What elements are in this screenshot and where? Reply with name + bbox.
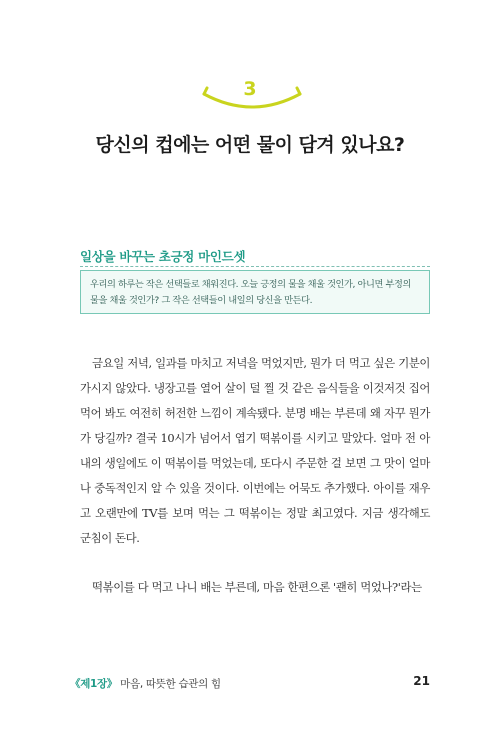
body-text	[80, 351, 430, 600]
chapter-tag: 《제1장》	[70, 678, 118, 690]
summary-text: 우리의 하루는 작은 선택들로 채워진다. 오늘 긍정의 물을 채울 것인가, 아니면 부정의 물을 채울 것인가? 그 작은 선택들이 내일의 당신을 만든다.	[90, 279, 411, 306]
chapter-number: 3	[243, 78, 257, 100]
section-title: 일상을 바꾸는 초긍정 마인드셋	[80, 249, 246, 264]
page-title: 당신의 컵에는 어떤 물이 담겨 있나요?	[95, 134, 405, 156]
summary-box	[80, 270, 430, 314]
chapter-name: 마음, 따뜻한 습관의 힘	[117, 678, 221, 690]
page-number: 21	[413, 674, 430, 688]
paragraph: 금요일 저녁, 일과를 마치고 저녁을 먹었지만, 뭔가 더 먹고 싶은 기분이 가시지 않았다. 냉장고를 열어 살이 덜 찔 것 같은 음식들을 이것저것 집어 먹어 봐도 여전히 허전한 느낌이 계속됐다. 분명 배는 부른데 왜 자꾸 뭔가가 당길까? 결국 10시가 넘어서 엽기 떡볶이를 시키고 말았다. 얼마 전 아내의 생일에도 이 떡볶이를 먹었는데, 또다시 주문한 걸 보면 그 맛이 얼마나 중독적인지 알 수 있을 것이다. 이번에는 어묵도 추가했다. 아이를 재우고 오랜만에 TV를 보며 먹는 그 떡볶이는 정말 최고였다. 지금 생각해도 군침이 돈다.	[80, 356, 430, 545]
paragraph: 떡볶이를 다 먹고 나니 배는 부른데, 마음 한편으론 '괜히 먹었나?'라는	[92, 580, 422, 594]
footer-chapter	[70, 676, 221, 691]
section-divider	[80, 266, 430, 267]
